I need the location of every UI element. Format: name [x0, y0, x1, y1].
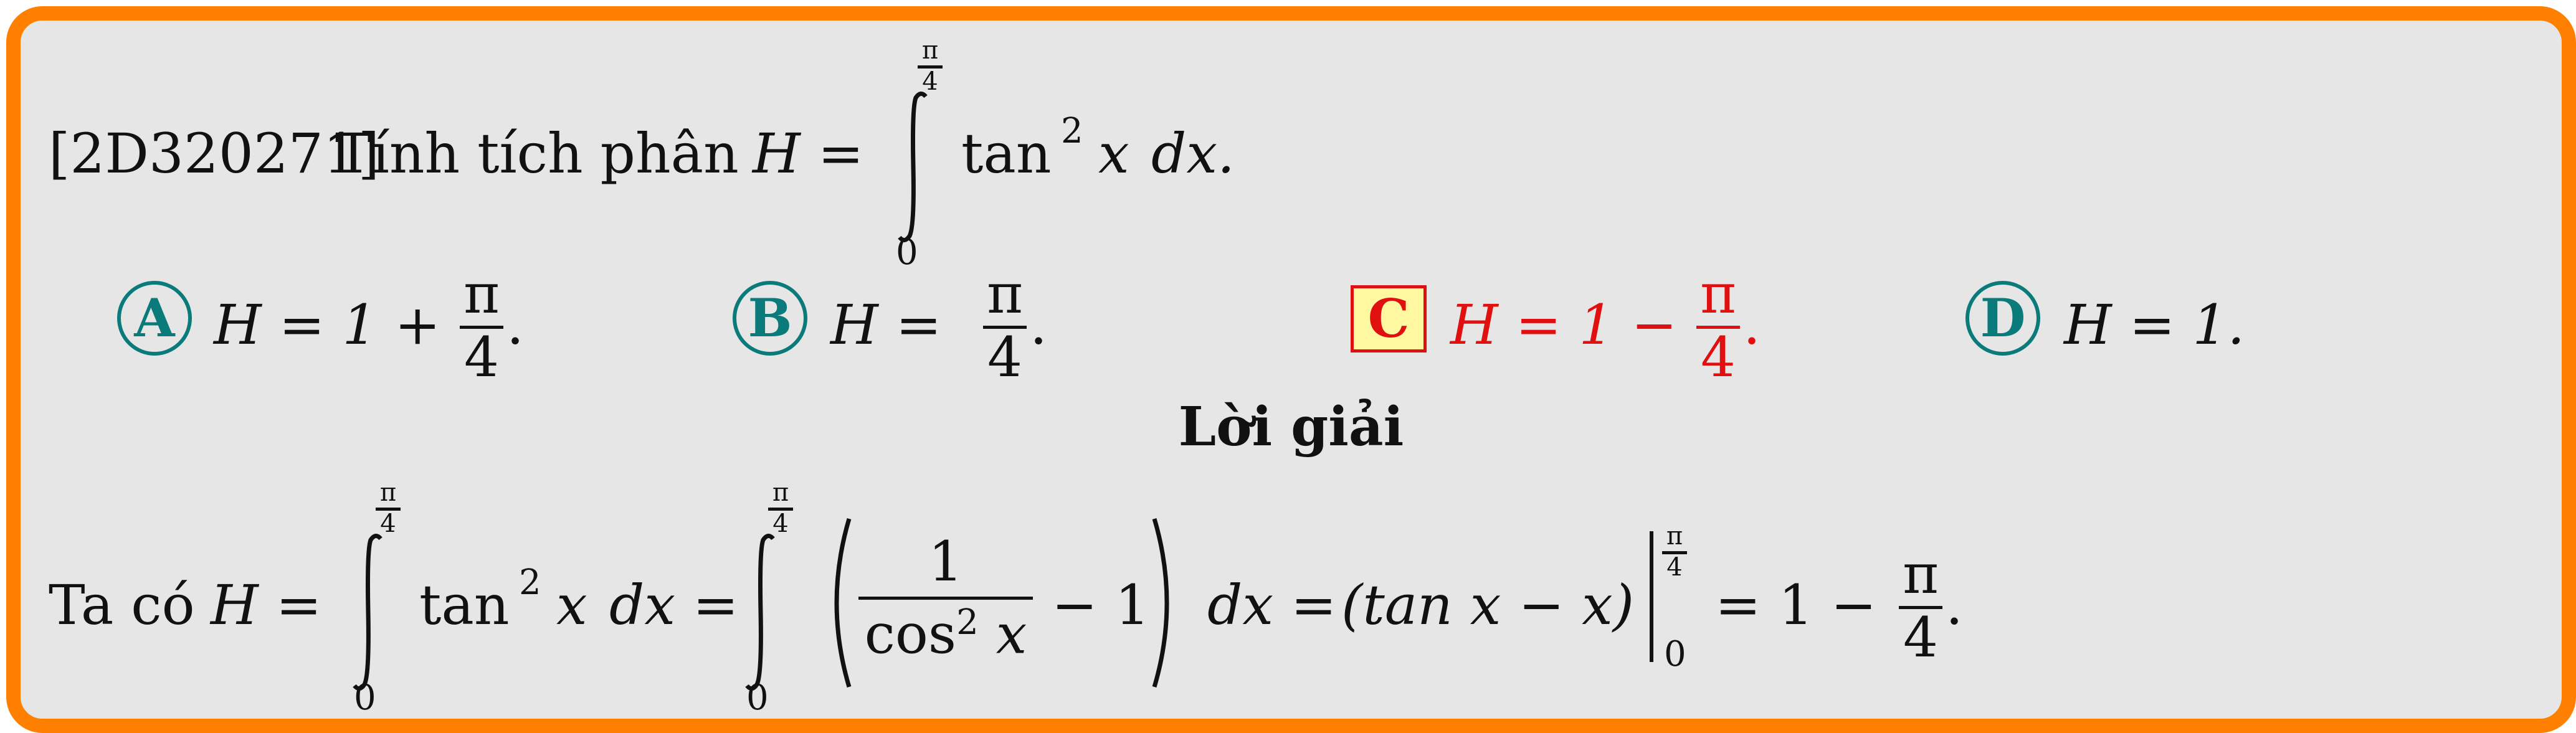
option-c-end: . [1743, 293, 1761, 357]
eval-upper-den: 4 [1666, 553, 1683, 582]
solution-lower-limit-2: 0 [746, 678, 769, 718]
option-a-fraction [460, 262, 503, 389]
option-b-fraction [983, 262, 1027, 389]
solution-integral-1-icon [345, 531, 394, 693]
option-b-den: 4 [987, 325, 1022, 389]
option-a-badge[interactable]: A [117, 281, 192, 356]
sol-upper-den-1: 4 [380, 509, 396, 538]
solution-lower-limit-1: 0 [354, 678, 376, 718]
evaluation-upper [1662, 524, 1687, 580]
left-paren-icon [818, 513, 855, 693]
right-paren-icon [1148, 513, 1186, 693]
sol-frac-num: 1 [928, 529, 963, 593]
sol-frac-cos: cos [864, 602, 957, 666]
sol-frac-x: x [996, 602, 1027, 666]
option-c-num: π [1700, 262, 1736, 326]
question-upper-limit [918, 38, 943, 94]
option-a-end: . [506, 293, 524, 357]
solution-tan: tan [419, 573, 510, 637]
solution-minus-one: − 1 [1052, 573, 1150, 637]
evaluation-lower: 0 [1664, 634, 1686, 674]
solution-power: 2 [519, 562, 541, 603]
solution-end: . [1946, 573, 1963, 637]
question-prompt: Tính tích phân [335, 121, 739, 186]
solution-result-fraction [1899, 542, 1942, 669]
solution-upper-limit-2 [768, 480, 793, 536]
upper-den: 4 [922, 67, 938, 96]
option-d-lhs: H = 1. [2064, 293, 2245, 357]
question-dx: dx. [1151, 121, 1235, 186]
question-lower-limit: 0 [896, 232, 918, 273]
solution-dx-eq-2: dx = [1207, 573, 1337, 637]
option-b-lhs: H = [830, 293, 942, 357]
option-b-num: π [987, 262, 1023, 326]
question-id: [2D320271] [49, 121, 380, 186]
option-c-den: 4 [1701, 325, 1736, 389]
result-den: 4 [1903, 605, 1938, 669]
question-var: x [1098, 121, 1129, 186]
option-c-badge[interactable]: C [1351, 285, 1427, 352]
option-a-num: π [463, 262, 500, 326]
sol-upper-den-2: 4 [772, 509, 789, 538]
option-c-fraction [1696, 262, 1740, 389]
eval-upper-num: π [1666, 522, 1683, 551]
sol-upper-num-2: π [772, 478, 789, 507]
solution-fraction [858, 529, 1033, 666]
solution-upper-limit-1 [376, 480, 401, 536]
sol-frac-power: 2 [956, 602, 979, 643]
result-num: π [1903, 542, 1939, 606]
option-b-end: . [1030, 293, 1047, 357]
solution-result: = 1 − [1715, 573, 1877, 637]
solution-h: H = [211, 573, 322, 637]
question-power: 2 [1061, 111, 1083, 151]
option-b-badge[interactable]: B [733, 281, 807, 356]
upper-num: π [921, 36, 939, 65]
question-lhs: H = [753, 121, 864, 186]
option-d-badge[interactable]: D [1965, 281, 2040, 356]
sol-upper-num-1: π [379, 478, 397, 507]
solution-x: x [556, 573, 587, 637]
solution-bracket: (tan x − x) [1341, 573, 1635, 637]
evaluation-bar [1650, 531, 1653, 662]
question-tan: tan [961, 121, 1052, 186]
solution-dx-eq: dx = [609, 573, 739, 637]
solution-integral-2-icon [737, 531, 787, 693]
option-a-den: 4 [464, 325, 499, 389]
solution-heading: Lời giải [1178, 395, 1404, 458]
option-a-lhs: H = 1 + [214, 293, 441, 357]
integral-sign-icon [890, 89, 939, 245]
solution-lead: Ta có [49, 573, 195, 637]
option-c-lhs: H = 1 − [1450, 293, 1678, 357]
question-card [6, 6, 2576, 733]
